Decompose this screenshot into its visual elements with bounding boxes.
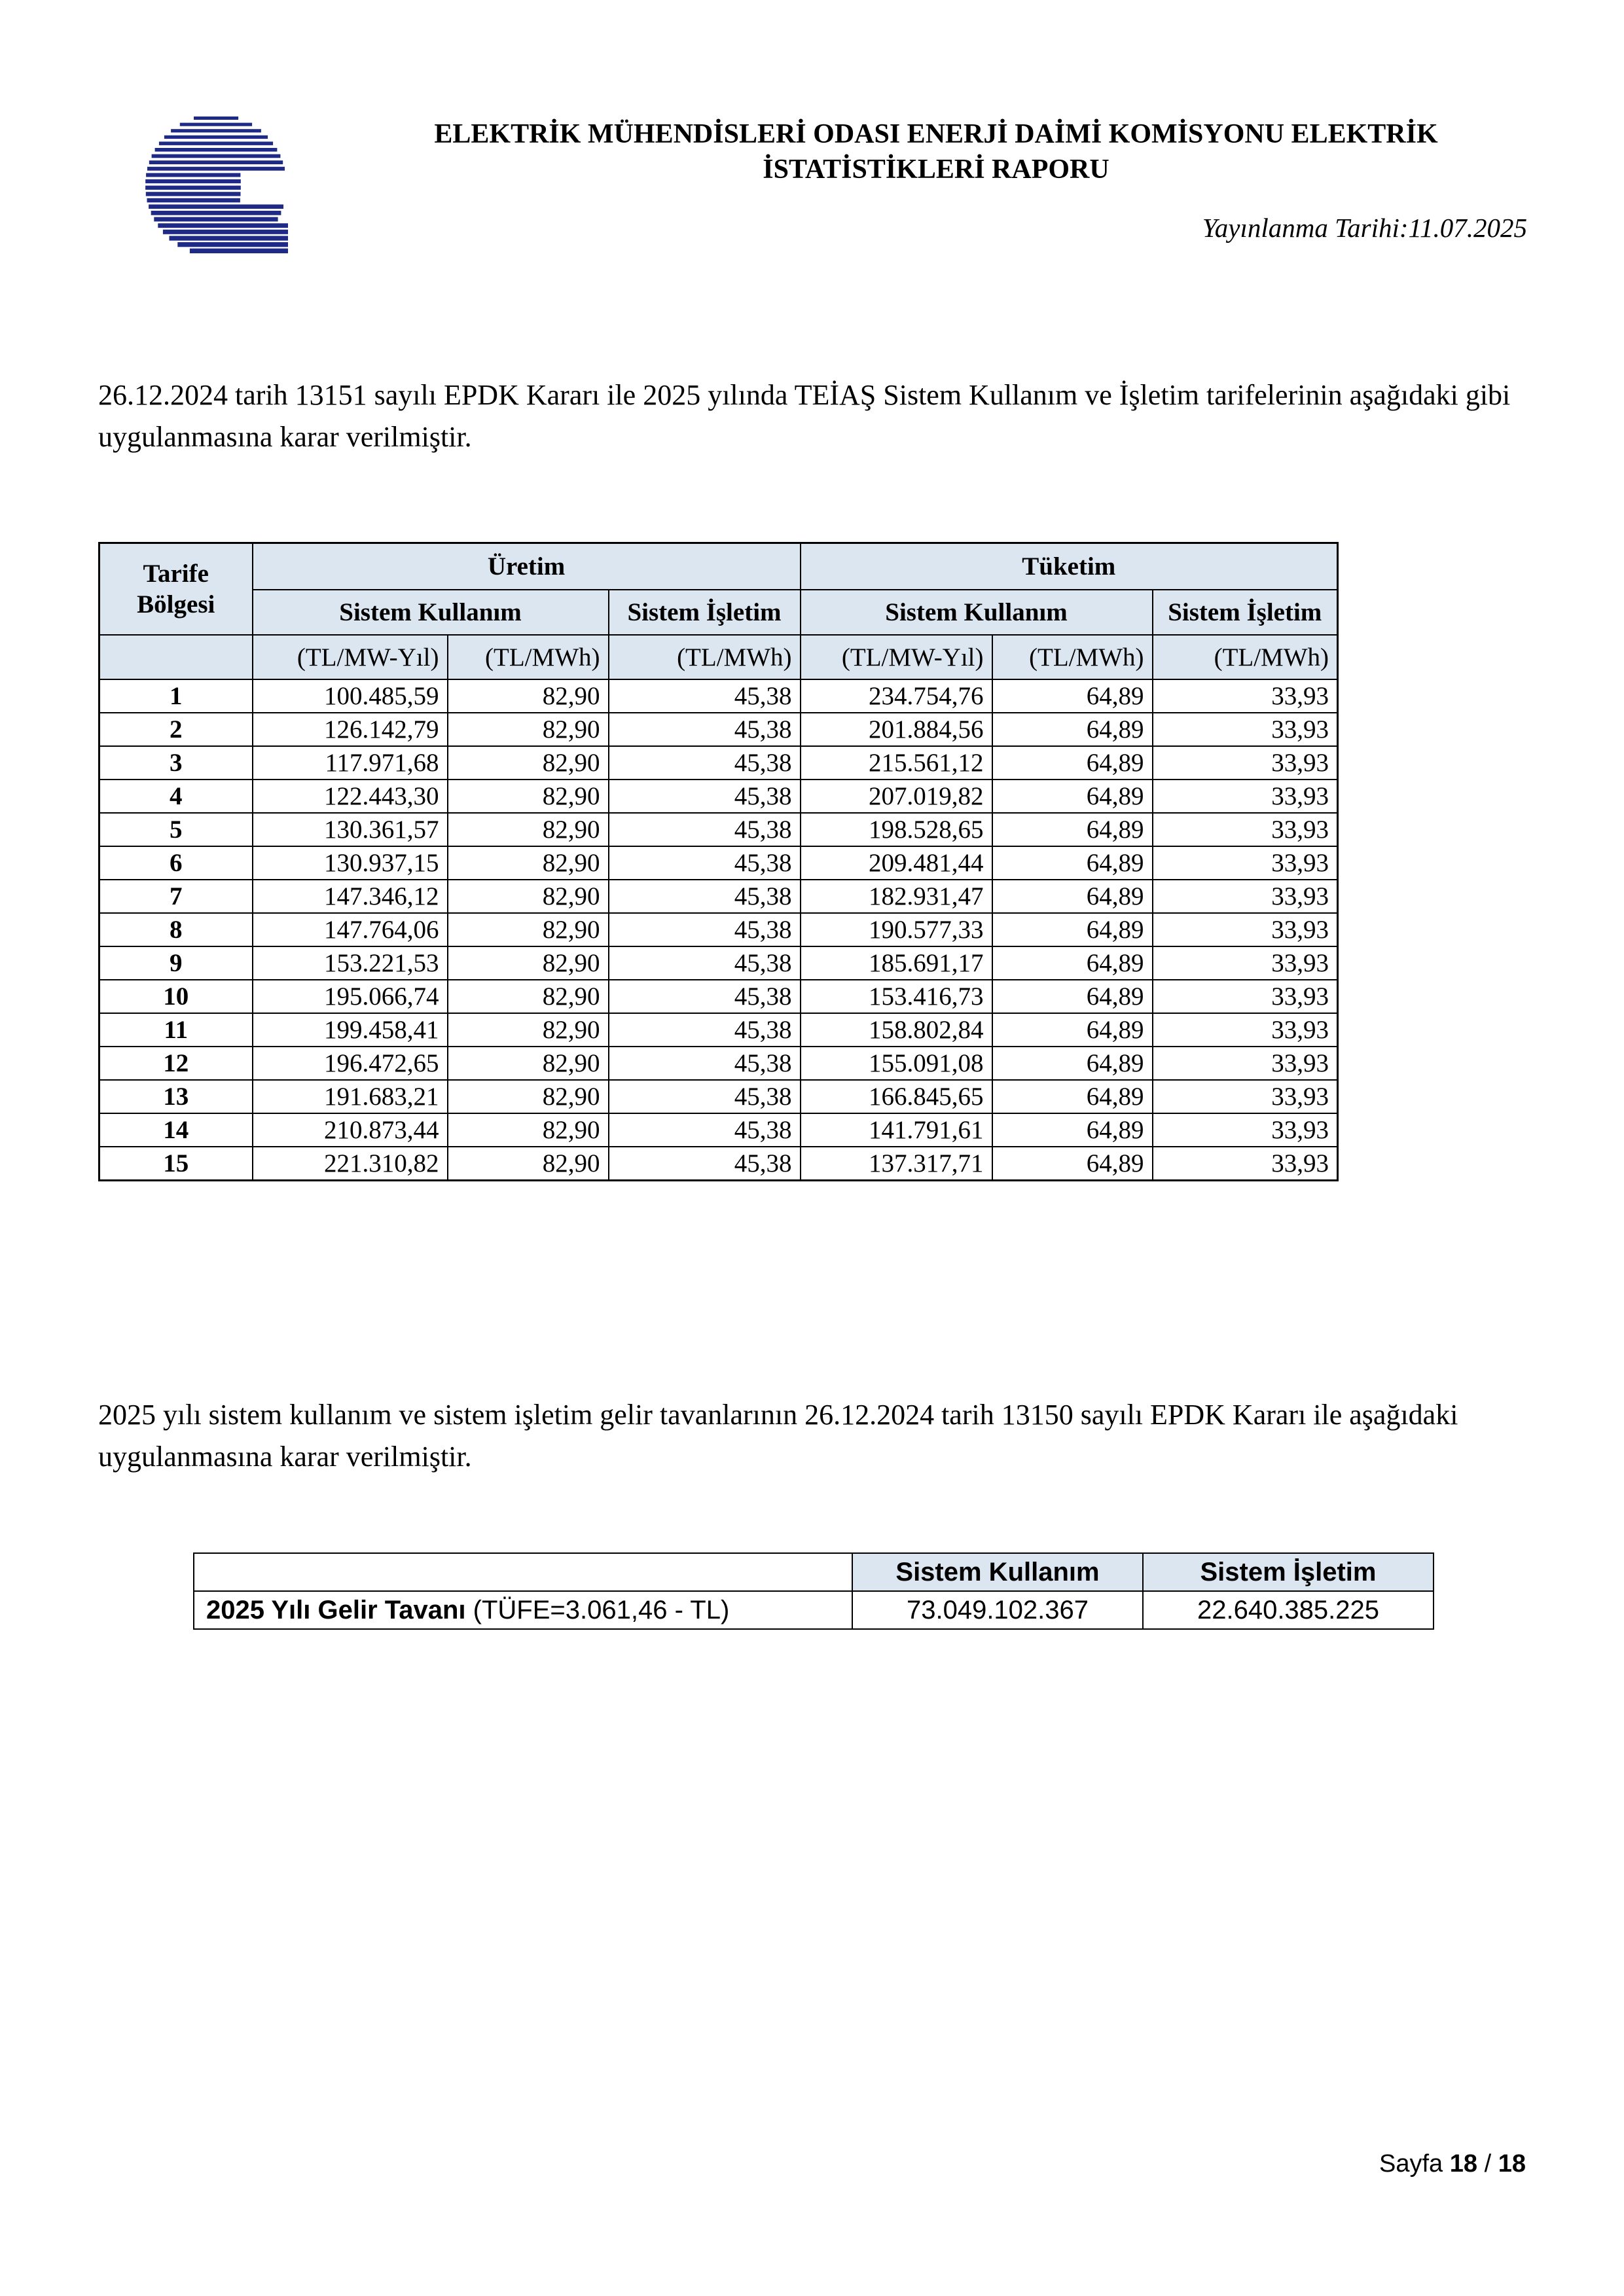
- tariff-value-cell: 33,93: [1153, 913, 1338, 946]
- tariff-region-id: 11: [99, 1013, 253, 1047]
- tariff-region-id: 12: [99, 1047, 253, 1080]
- tariff-value-cell: 45,38: [609, 980, 801, 1013]
- tariff-value-cell: 130.361,57: [253, 813, 448, 846]
- tariff-value-cell: 126.142,79: [253, 713, 448, 746]
- logo-stripe: [152, 154, 281, 158]
- report-title: [340, 117, 1532, 187]
- report-title-line2: İSTATİSTİKLERİ RAPORU: [763, 154, 1110, 185]
- tariff-region-id: 14: [99, 1113, 253, 1147]
- logo-stripe: [194, 117, 238, 120]
- tariff-value-cell: 82,90: [448, 913, 609, 946]
- publication-date: Yayınlanma Tarihi:11.07.2025: [1202, 213, 1527, 243]
- tariff-value-cell: 198.528,65: [801, 813, 992, 846]
- logo-stripe: [145, 179, 241, 183]
- tariff-region-id: 5: [99, 813, 253, 846]
- revenue-sistem-isletim-value: 22.640.385.225: [1143, 1591, 1434, 1629]
- tariff-value-cell: 153.416,73: [801, 980, 992, 1013]
- tariff-value-cell: 117.971,68: [253, 746, 448, 780]
- tariff-value-cell: 45,38: [609, 880, 801, 913]
- report-title-line1: ELEKTRİK MÜHENDİSLERİ ODASI ENERJİ DAİMİ KOMİSYONU ELEKTRİK: [434, 119, 1438, 149]
- logo-stripe: [149, 204, 283, 209]
- tariff-value-cell: 210.873,44: [253, 1113, 448, 1147]
- revenue-sistem-kullanim-value: 73.049.102.367: [852, 1591, 1143, 1629]
- table-row: [99, 1013, 1338, 1047]
- logo-stripe: [158, 223, 288, 228]
- tariff-region-id: 9: [99, 946, 253, 980]
- tariff-value-cell: 158.802,84: [801, 1013, 992, 1047]
- tariff-value-cell: 64,89: [992, 1147, 1153, 1181]
- tariff-value-cell: 33,93: [1153, 880, 1338, 913]
- tariff-value-cell: 33,93: [1153, 1147, 1338, 1181]
- tariff-value-cell: 185.691,17: [801, 946, 992, 980]
- tariff-value-cell: 33,93: [1153, 980, 1338, 1013]
- tariff-value-cell: 64,89: [992, 946, 1153, 980]
- tariff-value-cell: 33,93: [1153, 813, 1338, 846]
- tariff-value-cell: 64,89: [992, 1113, 1153, 1147]
- current-page: 18: [1449, 2150, 1478, 2178]
- tariff-value-cell: 82,90: [448, 846, 609, 880]
- tariff-value-cell: 33,93: [1153, 1013, 1338, 1047]
- tariff-value-cell: 82,90: [448, 1013, 609, 1047]
- tariff-value-cell: 45,38: [609, 813, 801, 846]
- tariff-value-cell: 64,89: [992, 780, 1153, 813]
- tariff-value-cell: 147.764,06: [253, 913, 448, 946]
- tariff-value-cell: 153.221,53: [253, 946, 448, 980]
- tariff-value-cell: 82,90: [448, 946, 609, 980]
- table-row: [99, 913, 1338, 946]
- table-row: [99, 713, 1338, 746]
- unit-header: (TL/MWh): [992, 635, 1153, 679]
- tariff-value-cell: 122.443,30: [253, 780, 448, 813]
- tariff-value-cell: 64,89: [992, 1080, 1153, 1113]
- tariff-value-cell: 82,90: [448, 813, 609, 846]
- tariff-region-id: 10: [99, 980, 253, 1013]
- tariff-value-cell: 45,38: [609, 1013, 801, 1047]
- unit-header: (TL/MWh): [1153, 635, 1338, 679]
- logo-stripe: [146, 192, 241, 196]
- tariff-value-cell: 64,89: [992, 880, 1153, 913]
- logo-stripe: [170, 236, 289, 240]
- logo-stripe: [147, 167, 285, 171]
- tariff-value-cell: 82,90: [448, 713, 609, 746]
- uretim-group-header: Üretim: [253, 543, 801, 590]
- tariff-value-cell: 33,93: [1153, 713, 1338, 746]
- tariff-value-cell: 33,93: [1153, 1113, 1338, 1147]
- table-row: [99, 1147, 1338, 1181]
- logo-stripe: [190, 249, 288, 253]
- intro-paragraph: 26.12.2024 tarih 13151 sayılı EPDK Kararı ile 2025 yılında TEİAŞ Sistem Kullanım ve İşletim tarifelerinin aşağıdaki gibi uygulanmasına karar verilmiştir.: [98, 379, 1511, 453]
- tariff-value-cell: 45,38: [609, 1047, 801, 1080]
- tariff-value-cell: 64,89: [992, 913, 1153, 946]
- tariff-value-cell: 82,90: [448, 1113, 609, 1147]
- revenue-row-label-detail: (TÜFE=3.061,46 - TL): [465, 1595, 730, 1624]
- tariff-value-cell: 33,93: [1153, 946, 1338, 980]
- tariff-value-cell: 64,89: [992, 980, 1153, 1013]
- table-row: [99, 946, 1338, 980]
- tariff-value-cell: 82,90: [448, 679, 609, 713]
- tariff-value-cell: 33,93: [1153, 1080, 1338, 1113]
- tuketim-sistem-isletim-header: Sistem İşletim: [1153, 590, 1338, 635]
- table-row: [99, 880, 1338, 913]
- tariff-value-cell: 45,38: [609, 746, 801, 780]
- revenue-cap-table: [193, 1552, 1434, 1630]
- revenue-sistem-isletim-header: Sistem İşletim: [1143, 1553, 1434, 1591]
- tariff-value-cell: 199.458,41: [253, 1013, 448, 1047]
- tuketim-sistem-kullanim-header: Sistem Kullanım: [801, 590, 1153, 635]
- tariff-value-cell: 64,89: [992, 1047, 1153, 1080]
- tariff-value-cell: 221.310,82: [253, 1147, 448, 1181]
- total-pages: 18: [1498, 2150, 1526, 2178]
- tariff-region-id: 8: [99, 913, 253, 946]
- tariff-value-cell: 155.091,08: [801, 1047, 992, 1080]
- tariff-region-id: 1: [99, 679, 253, 713]
- tariff-value-cell: 33,93: [1153, 846, 1338, 880]
- tariff-value-cell: 64,89: [992, 746, 1153, 780]
- tariff-value-cell: 33,93: [1153, 1047, 1338, 1080]
- tariff-value-cell: 82,90: [448, 980, 609, 1013]
- tariff-region-id: 15: [99, 1147, 253, 1181]
- tariff-value-cell: 141.791,61: [801, 1113, 992, 1147]
- page-word: Sayfa: [1379, 2150, 1450, 2178]
- logo-stripe: [155, 148, 278, 152]
- tariff-value-cell: 64,89: [992, 1013, 1153, 1047]
- table-row: [99, 980, 1338, 1013]
- tariff-region-id: 6: [99, 846, 253, 880]
- tariff-value-cell: 215.561,12: [801, 746, 992, 780]
- tariff-value-cell: 196.472,65: [253, 1047, 448, 1080]
- tariff-region-id: 7: [99, 880, 253, 913]
- tariff-value-cell: 82,90: [448, 746, 609, 780]
- table-row: [99, 813, 1338, 846]
- page-separator: /: [1477, 2150, 1498, 2178]
- logo-stripe: [159, 141, 273, 145]
- tariff-value-cell: 82,90: [448, 1147, 609, 1181]
- tariff-value-cell: 100.485,59: [253, 679, 448, 713]
- tariff-region-id: 3: [99, 746, 253, 780]
- tariff-value-cell: 33,93: [1153, 746, 1338, 780]
- tariff-value-cell: 64,89: [992, 846, 1153, 880]
- table-row: [99, 1080, 1338, 1113]
- tariff-value-cell: 209.481,44: [801, 846, 992, 880]
- tariff-region-id: 2: [99, 713, 253, 746]
- tariff-value-cell: 45,38: [609, 679, 801, 713]
- tariff-value-cell: 45,38: [609, 913, 801, 946]
- tariff-value-cell: 45,38: [609, 946, 801, 980]
- logo-stripe: [154, 217, 278, 222]
- tariff-region-header: Tarife Bölgesi: [99, 543, 253, 636]
- tariff-value-cell: 182.931,47: [801, 880, 992, 913]
- tariff-value-cell: 45,38: [609, 846, 801, 880]
- tariff-value-cell: 201.884,56: [801, 713, 992, 746]
- page-number: [1379, 2150, 1526, 2178]
- logo-stripe: [180, 123, 252, 126]
- uretim-sistem-isletim-header: Sistem İşletim: [609, 590, 801, 635]
- revenue-paragraph: 2025 yılı sistem kullanım ve sistem işletim gelir tavanlarının 26.12.2024 tarih 13150 sayılı EPDK Kararı ile aşağıdaki uygulanmasına karar verilmiştir.: [98, 1399, 1458, 1473]
- corner-blank-cell: [99, 635, 253, 679]
- tariff-table: [98, 542, 1339, 1181]
- logo-stripe: [145, 186, 241, 190]
- tariff-value-cell: 64,89: [992, 713, 1153, 746]
- tariff-region-id: 13: [99, 1080, 253, 1113]
- tariff-value-cell: 82,90: [448, 1080, 609, 1113]
- tariff-value-cell: 82,90: [448, 1047, 609, 1080]
- tariff-value-cell: 33,93: [1153, 679, 1338, 713]
- tuketim-group-header: Tüketim: [801, 543, 1338, 590]
- tariff-value-cell: 64,89: [992, 679, 1153, 713]
- logo-stripe: [146, 173, 240, 177]
- tariff-value-cell: 45,38: [609, 1113, 801, 1147]
- tariff-value-cell: 137.317,71: [801, 1147, 992, 1181]
- tariff-value-cell: 195.066,74: [253, 980, 448, 1013]
- table-row: [99, 679, 1338, 713]
- tariff-value-cell: 64,89: [992, 813, 1153, 846]
- tariff-value-cell: 45,38: [609, 1080, 801, 1113]
- tariff-value-cell: 166.845,65: [801, 1080, 992, 1113]
- unit-header: (TL/MW-Yıl): [253, 635, 448, 679]
- table-row: [99, 1113, 1338, 1147]
- revenue-blank-header: [194, 1553, 852, 1591]
- tariff-value-cell: 190.577,33: [801, 913, 992, 946]
- tariff-value-cell: 45,38: [609, 713, 801, 746]
- logo-stripe: [151, 211, 281, 215]
- tariff-value-cell: 45,38: [609, 1147, 801, 1181]
- table-row: [99, 780, 1338, 813]
- logo-stripe: [164, 135, 268, 139]
- tariff-value-cell: 234.754,76: [801, 679, 992, 713]
- unit-header: (TL/MWh): [448, 635, 609, 679]
- tariff-value-cell: 82,90: [448, 780, 609, 813]
- table-row: [99, 1047, 1338, 1080]
- tariff-value-cell: 45,38: [609, 780, 801, 813]
- logo-stripe: [147, 198, 240, 203]
- tariff-table-body: [99, 679, 1338, 1181]
- revenue-sistem-kullanim-header: Sistem Kullanım: [852, 1553, 1143, 1591]
- tariff-value-cell: 191.683,21: [253, 1080, 448, 1113]
- table-row: [99, 746, 1338, 780]
- emo-logo-icon: [137, 110, 295, 260]
- logo-stripe: [177, 242, 288, 247]
- logo-stripe: [171, 129, 261, 132]
- table-row: [99, 846, 1338, 880]
- unit-header: (TL/MW-Yıl): [801, 635, 992, 679]
- revenue-row-label: [194, 1591, 852, 1629]
- uretim-sistem-kullanim-header: Sistem Kullanım: [253, 590, 609, 635]
- tariff-region-id: 4: [99, 780, 253, 813]
- tariff-value-cell: 147.346,12: [253, 880, 448, 913]
- unit-header: (TL/MWh): [609, 635, 801, 679]
- tariff-value-cell: 130.937,15: [253, 846, 448, 880]
- logo-stripe: [163, 230, 288, 234]
- logo-stripe: [149, 160, 283, 164]
- tariff-value-cell: 82,90: [448, 880, 609, 913]
- tariff-value-cell: 33,93: [1153, 780, 1338, 813]
- revenue-row-label-bold: 2025 Yılı Gelir Tavanı: [206, 1595, 466, 1624]
- tariff-value-cell: 207.019,82: [801, 780, 992, 813]
